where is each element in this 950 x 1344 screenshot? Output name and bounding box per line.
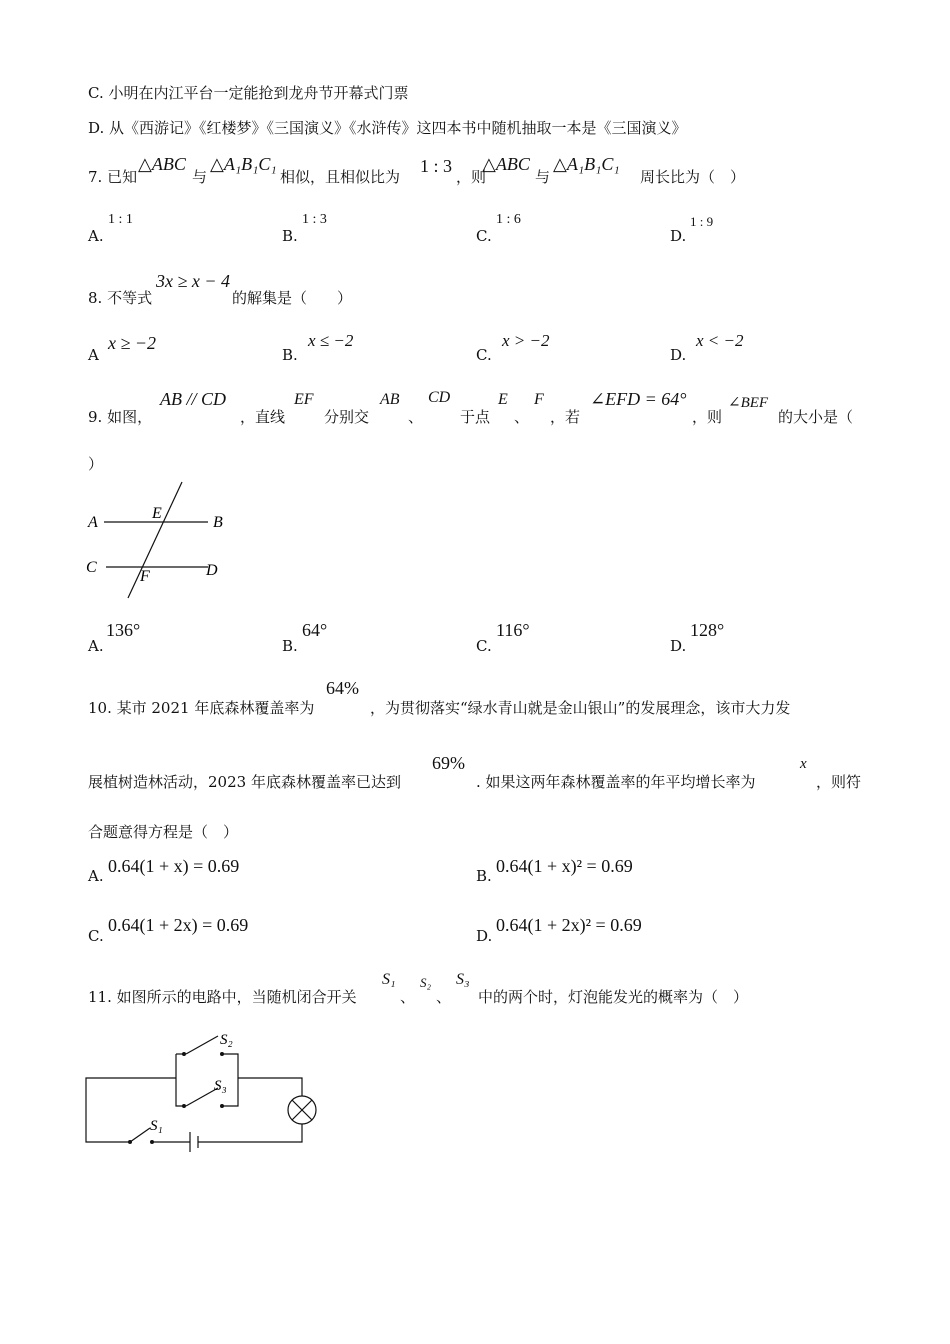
q7-yu-2: 与 — [535, 168, 551, 186]
q7-option-b-value: 1 : 3 — [302, 212, 327, 227]
q8-option-b-value: x ≤ −2 — [308, 331, 354, 350]
wire-battery-bulb — [198, 1124, 302, 1142]
q9-dun-2: 、 — [514, 408, 530, 426]
label-s1: S₁ — [150, 1118, 163, 1134]
q7-stem-mid: 相似，且相似比为 — [280, 168, 401, 186]
q9-dun-1: 、 — [408, 408, 424, 426]
q11-prefix: 11. 如图所示的电路中，当随机闭合开关 — [88, 988, 357, 1006]
q9-option-d-value: 128° — [690, 620, 725, 640]
q7-ratio: 1 : 3 — [420, 156, 453, 176]
q11-s2: S₂ — [420, 975, 432, 990]
q9-e: E — [498, 391, 508, 408]
label-b: B — [213, 514, 223, 531]
q9-f: F — [534, 391, 544, 408]
q8-option-c-label: C. — [476, 346, 492, 364]
q10-line1-prefix: 10. 某市 2021 年底森林覆盖率为 — [88, 699, 315, 717]
q7-option-b-label: B. — [282, 227, 298, 245]
q7-triangle-a1b1c1-2: △A₁B₁C₁ — [553, 154, 620, 174]
q9-text-5: ，则 — [692, 408, 723, 426]
line-ef — [128, 482, 182, 598]
s3-contact-right — [220, 1104, 224, 1108]
label-s2: S₂ — [220, 1032, 233, 1048]
q9-option-a-value: 136° — [106, 620, 141, 640]
q9-ab: AB — [380, 391, 400, 408]
q7-triangle-abc: △ABC — [138, 154, 186, 174]
q11-dun-1: 、 — [400, 988, 416, 1006]
q8-stem-suffix: 的解集是（ ） — [232, 289, 353, 307]
q11-s1: S₁ — [382, 971, 396, 988]
q9-text-6: 的大小是（ — [778, 408, 854, 426]
q11-circuit-figure — [80, 1024, 340, 1164]
q10-option-d-label: D. — [476, 927, 493, 945]
q7-option-c-value: 1 : 6 — [496, 212, 521, 227]
label-e: E — [152, 505, 162, 522]
q9-text-4: ，若 — [550, 408, 581, 426]
q8-option-d-value: x < −2 — [696, 331, 744, 350]
q9-number: 9. 如图， — [88, 408, 153, 426]
q7-number: 7. 已知 — [88, 168, 138, 186]
q10-line3: 合题意得方程是（ ） — [88, 823, 239, 841]
q9-option-c-label: C. — [476, 637, 492, 655]
q10-option-c-label: C. — [88, 927, 104, 945]
q8-option-c-value: x > −2 — [502, 331, 550, 350]
q9-close-paren: ） — [88, 455, 104, 473]
label-c: C — [86, 559, 97, 576]
q10-percent-69: 69% — [432, 753, 465, 773]
q7-option-d-value: 1 : 9 — [690, 214, 714, 229]
q7-option-a-value: 1 : 1 — [108, 212, 133, 227]
q11-s3: S₃ — [456, 971, 470, 988]
q7-yu: 与 — [192, 168, 208, 186]
switch-s2-blade — [186, 1036, 218, 1054]
q9-parallel-lines-figure — [80, 478, 240, 606]
q7-option-c-label: C. — [476, 227, 492, 245]
s2-contact-left — [182, 1052, 186, 1056]
s2-contact-right — [220, 1052, 224, 1056]
label-s3: S₃ — [214, 1078, 227, 1094]
s1-contact-left — [128, 1140, 132, 1144]
s1-contact-right — [150, 1140, 154, 1144]
q10-option-b-value: 0.64(1 + x)² = 0.69 — [496, 856, 633, 876]
q9-text-3: 于点 — [460, 408, 491, 426]
q6-option-c: C. 小明在内江平台一定能抢到龙舟节开幕式门票 — [88, 84, 409, 102]
switch-s1-blade — [130, 1128, 150, 1142]
q10-option-b-label: B. — [476, 867, 492, 885]
q10-percent-64: 64% — [326, 678, 359, 698]
q9-text-2: 分别交 — [324, 408, 370, 426]
q9-angle-given: ∠EFD = 64° — [590, 389, 687, 409]
q7-option-d-label: D. — [670, 227, 687, 245]
q11-suffix: 中的两个时，灯泡能发光的概率为（ ） — [478, 988, 749, 1006]
q10-line1-suffix: ，为贯彻落实“绿水青山就是金山银山”的发展理念，该市大力发 — [370, 699, 791, 717]
q10-line2-prefix: 展植树造林活动，2023 年底森林覆盖率已达到 — [88, 773, 401, 791]
q9-option-c-value: 116° — [496, 620, 530, 640]
q7-option-a-label: A. — [88, 227, 104, 245]
wire-parallel-left — [176, 1054, 184, 1106]
q9-option-a-label: A. — [88, 637, 104, 655]
q6-option-d: D. 从《西游记》《红楼梦》《三国演义》《水浒传》这四本书中随机抽取一本是《三国演义》 — [88, 119, 687, 137]
label-a: A — [88, 514, 98, 531]
q10-line2-mid: . 如果这两年森林覆盖率的年平均增长率为 — [476, 773, 756, 791]
s3-contact-left — [182, 1104, 186, 1108]
q10-line2-suffix: ，则符 — [816, 773, 862, 791]
label-f: F — [140, 568, 150, 585]
q9-option-b-value: 64° — [302, 620, 328, 640]
q7-triangle-a1b1c1: △A₁B₁C₁ — [210, 154, 277, 174]
label-d: D — [206, 562, 218, 579]
q10-option-c-value: 0.64(1 + 2x) = 0.69 — [108, 915, 249, 935]
q8-inequality: 3x ≥ x − 4 — [156, 271, 231, 291]
q8-option-a-label: A — [88, 346, 99, 364]
q9-angle-ask: ∠BEF — [728, 395, 769, 411]
q8-option-a-value: x ≥ −2 — [108, 333, 157, 353]
q7-stem-suffix: 周长比为（ ） — [640, 168, 746, 186]
wire-bulb-right — [238, 1078, 302, 1096]
q8-number: 8. 不等式 — [88, 289, 153, 307]
q7-triangle-abc-2: △ABC — [482, 154, 530, 174]
q10-variable-x: x — [800, 756, 807, 772]
q10-option-a-label: A. — [88, 867, 104, 885]
q8-option-d-label: D. — [670, 346, 687, 364]
q10-option-d-value: 0.64(1 + 2x)² = 0.69 — [496, 915, 642, 935]
q11-dun-2: 、 — [436, 988, 452, 1006]
q9-option-b-label: B. — [282, 637, 298, 655]
q9-cd: CD — [428, 389, 451, 406]
q10-option-a-value: 0.64(1 + x) = 0.69 — [108, 856, 240, 876]
q8-option-b-label: B. — [282, 346, 298, 364]
q9-ef: EF — [294, 391, 314, 408]
q9-text-1: ，直线 — [240, 408, 286, 426]
q7-ze: ，则 — [456, 168, 487, 186]
q9-parallel: AB // CD — [160, 389, 226, 409]
q9-option-d-label: D. — [670, 637, 687, 655]
